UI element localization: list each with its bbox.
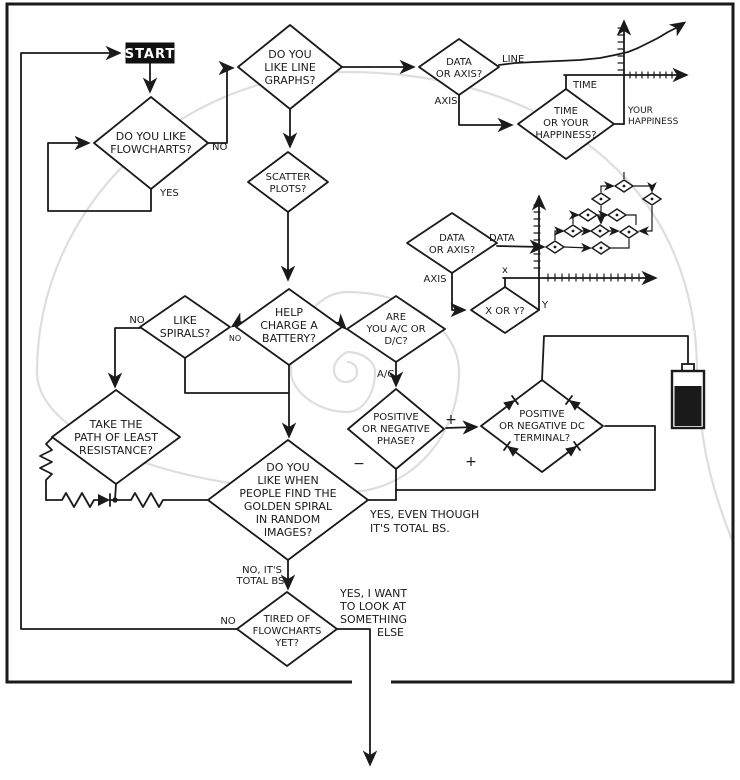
golden-line: LIKE WHEN (257, 474, 319, 487)
dcterm-line: OR NEGATIVE DC (499, 421, 585, 432)
resistance-line: RESISTANCE? (79, 444, 153, 457)
label-no-bs: NO, IT'S (242, 565, 282, 576)
node-dataaxis2 (407, 213, 497, 273)
node-xory (471, 287, 539, 333)
phase-line: POSITIVE (373, 412, 419, 423)
golden-line: DO YOU (266, 461, 310, 474)
label-no-battery: NO (228, 334, 242, 343)
label-axis2: AXIS (423, 274, 447, 285)
dataaxis1-line: OR AXIS? (435, 69, 483, 80)
flowcharts-line: DO YOU LIKE (115, 130, 187, 143)
label-minus-phase: − (353, 456, 365, 472)
node-spirals (140, 296, 230, 358)
mini-node (546, 180, 661, 254)
start-label: START (124, 47, 176, 62)
helpbattery-line: CHARGE A (260, 319, 318, 332)
spirals-line: LIKE (173, 314, 197, 327)
node-helpbattery (236, 289, 342, 365)
helpbattery-line: BATTERY? (262, 332, 316, 345)
golden-line: IMAGES? (263, 526, 313, 539)
label-no-flowcharts: NO (212, 142, 228, 153)
phase-line: PHASE? (376, 436, 416, 447)
node-flowcharts (94, 97, 208, 189)
timehap-line: TIME (553, 106, 579, 117)
label-yes-even: IT'S TOTAL BS. (370, 522, 450, 535)
edge-flowcharts-no (208, 68, 232, 143)
label-no-bs: TOTAL BS. (236, 576, 288, 587)
label-axis1: AXIS (434, 96, 458, 107)
scatter-mini-flowchart (546, 172, 661, 254)
timehap-line: OR YOUR (543, 118, 589, 129)
tired-line: TIRED OF (263, 614, 311, 625)
label-ac: A/C (377, 369, 395, 380)
tired-line: FLOWCHARTS (252, 626, 322, 637)
tired-line: YET? (275, 638, 299, 649)
diode-icon (98, 494, 110, 506)
label-yes-want: TO LOOK AT (340, 600, 407, 613)
label-plus-phase: + (445, 412, 457, 428)
phase-line: OR NEGATIVE (362, 424, 430, 435)
acdc-line: ARE (385, 312, 407, 323)
label-your-happiness: YOUR (628, 106, 653, 116)
dataaxis2-line: DATA (439, 233, 465, 244)
label-yes-flowcharts: YES (160, 188, 179, 199)
acdc-line: YOU A/C OR (366, 324, 426, 335)
node-resistance (52, 390, 180, 484)
label-yes-want: SOMETHING (340, 613, 408, 626)
label-no-tired: NO (220, 616, 236, 627)
resistance-line: PATH OF LEAST (74, 431, 158, 444)
golden-line: GOLDEN SPIRAL (243, 500, 333, 513)
timehap-line: HAPPINESS? (535, 130, 597, 141)
label-plus-loop: + (465, 454, 477, 470)
battery (672, 364, 704, 428)
edge-tired-yes-exit (337, 629, 370, 764)
label-line: LINE (502, 54, 525, 65)
junction-dot (112, 497, 117, 502)
label-yes-want: ELSE (377, 626, 405, 639)
label-x: x (502, 265, 508, 276)
edge-help-no-spirals (233, 324, 236, 326)
linegraphs-line: DO YOU (268, 48, 312, 61)
golden-line: PEOPLE FIND THE (239, 487, 337, 500)
node-start (125, 43, 176, 63)
edge-help-acdc (343, 326, 345, 328)
node-timehap (518, 89, 614, 159)
scatter-line: SCATTER (265, 172, 311, 183)
node-scatter (248, 152, 328, 212)
label-time: TIME (573, 80, 598, 91)
wire-dcterm-battery (542, 336, 688, 380)
node-acdc (347, 296, 445, 362)
acdc-line: D/C? (384, 336, 408, 347)
dataaxis2-line: OR AXIS? (428, 245, 476, 256)
edge-spirals-no-resistance (115, 328, 140, 386)
scatter-line: PLOTS? (269, 184, 307, 195)
resistance-line: TAKE THE (89, 418, 143, 431)
dcterm-line: POSITIVE (519, 409, 565, 420)
edge-spirals-yes (185, 358, 288, 393)
label-yes-want: YES, I WANT (340, 587, 408, 600)
graph1-line-curve (499, 23, 684, 65)
dcterm-line: TERMINAL? (513, 433, 571, 444)
label-no-spirals: NO (129, 315, 145, 326)
flowcharts-line: FLOWCHARTS? (110, 143, 192, 156)
linegraphs-line: LIKE LINE (264, 61, 316, 74)
dataaxis1-line: DATA (446, 57, 472, 68)
golden-line: IN RANDOM (255, 513, 321, 526)
node-linegraphs (238, 25, 342, 109)
xory-line: X OR Y? (485, 306, 525, 317)
spirals-line: SPIRALS? (159, 327, 211, 340)
node-dcterm (481, 380, 603, 472)
label-your-happiness: HAPPINESS (628, 117, 679, 127)
label-yes-even: YES, EVEN THOUGH (370, 508, 480, 521)
node-dataaxis1 (419, 39, 499, 95)
edge-axis2-xory (452, 273, 464, 310)
label-y: Y (542, 300, 549, 311)
linegraphs-line: GRAPHS? (264, 74, 316, 87)
node-tired (237, 592, 337, 666)
label-data2: DATA (489, 233, 515, 244)
helpbattery-line: HELP (275, 306, 303, 319)
node-golden (208, 440, 368, 560)
